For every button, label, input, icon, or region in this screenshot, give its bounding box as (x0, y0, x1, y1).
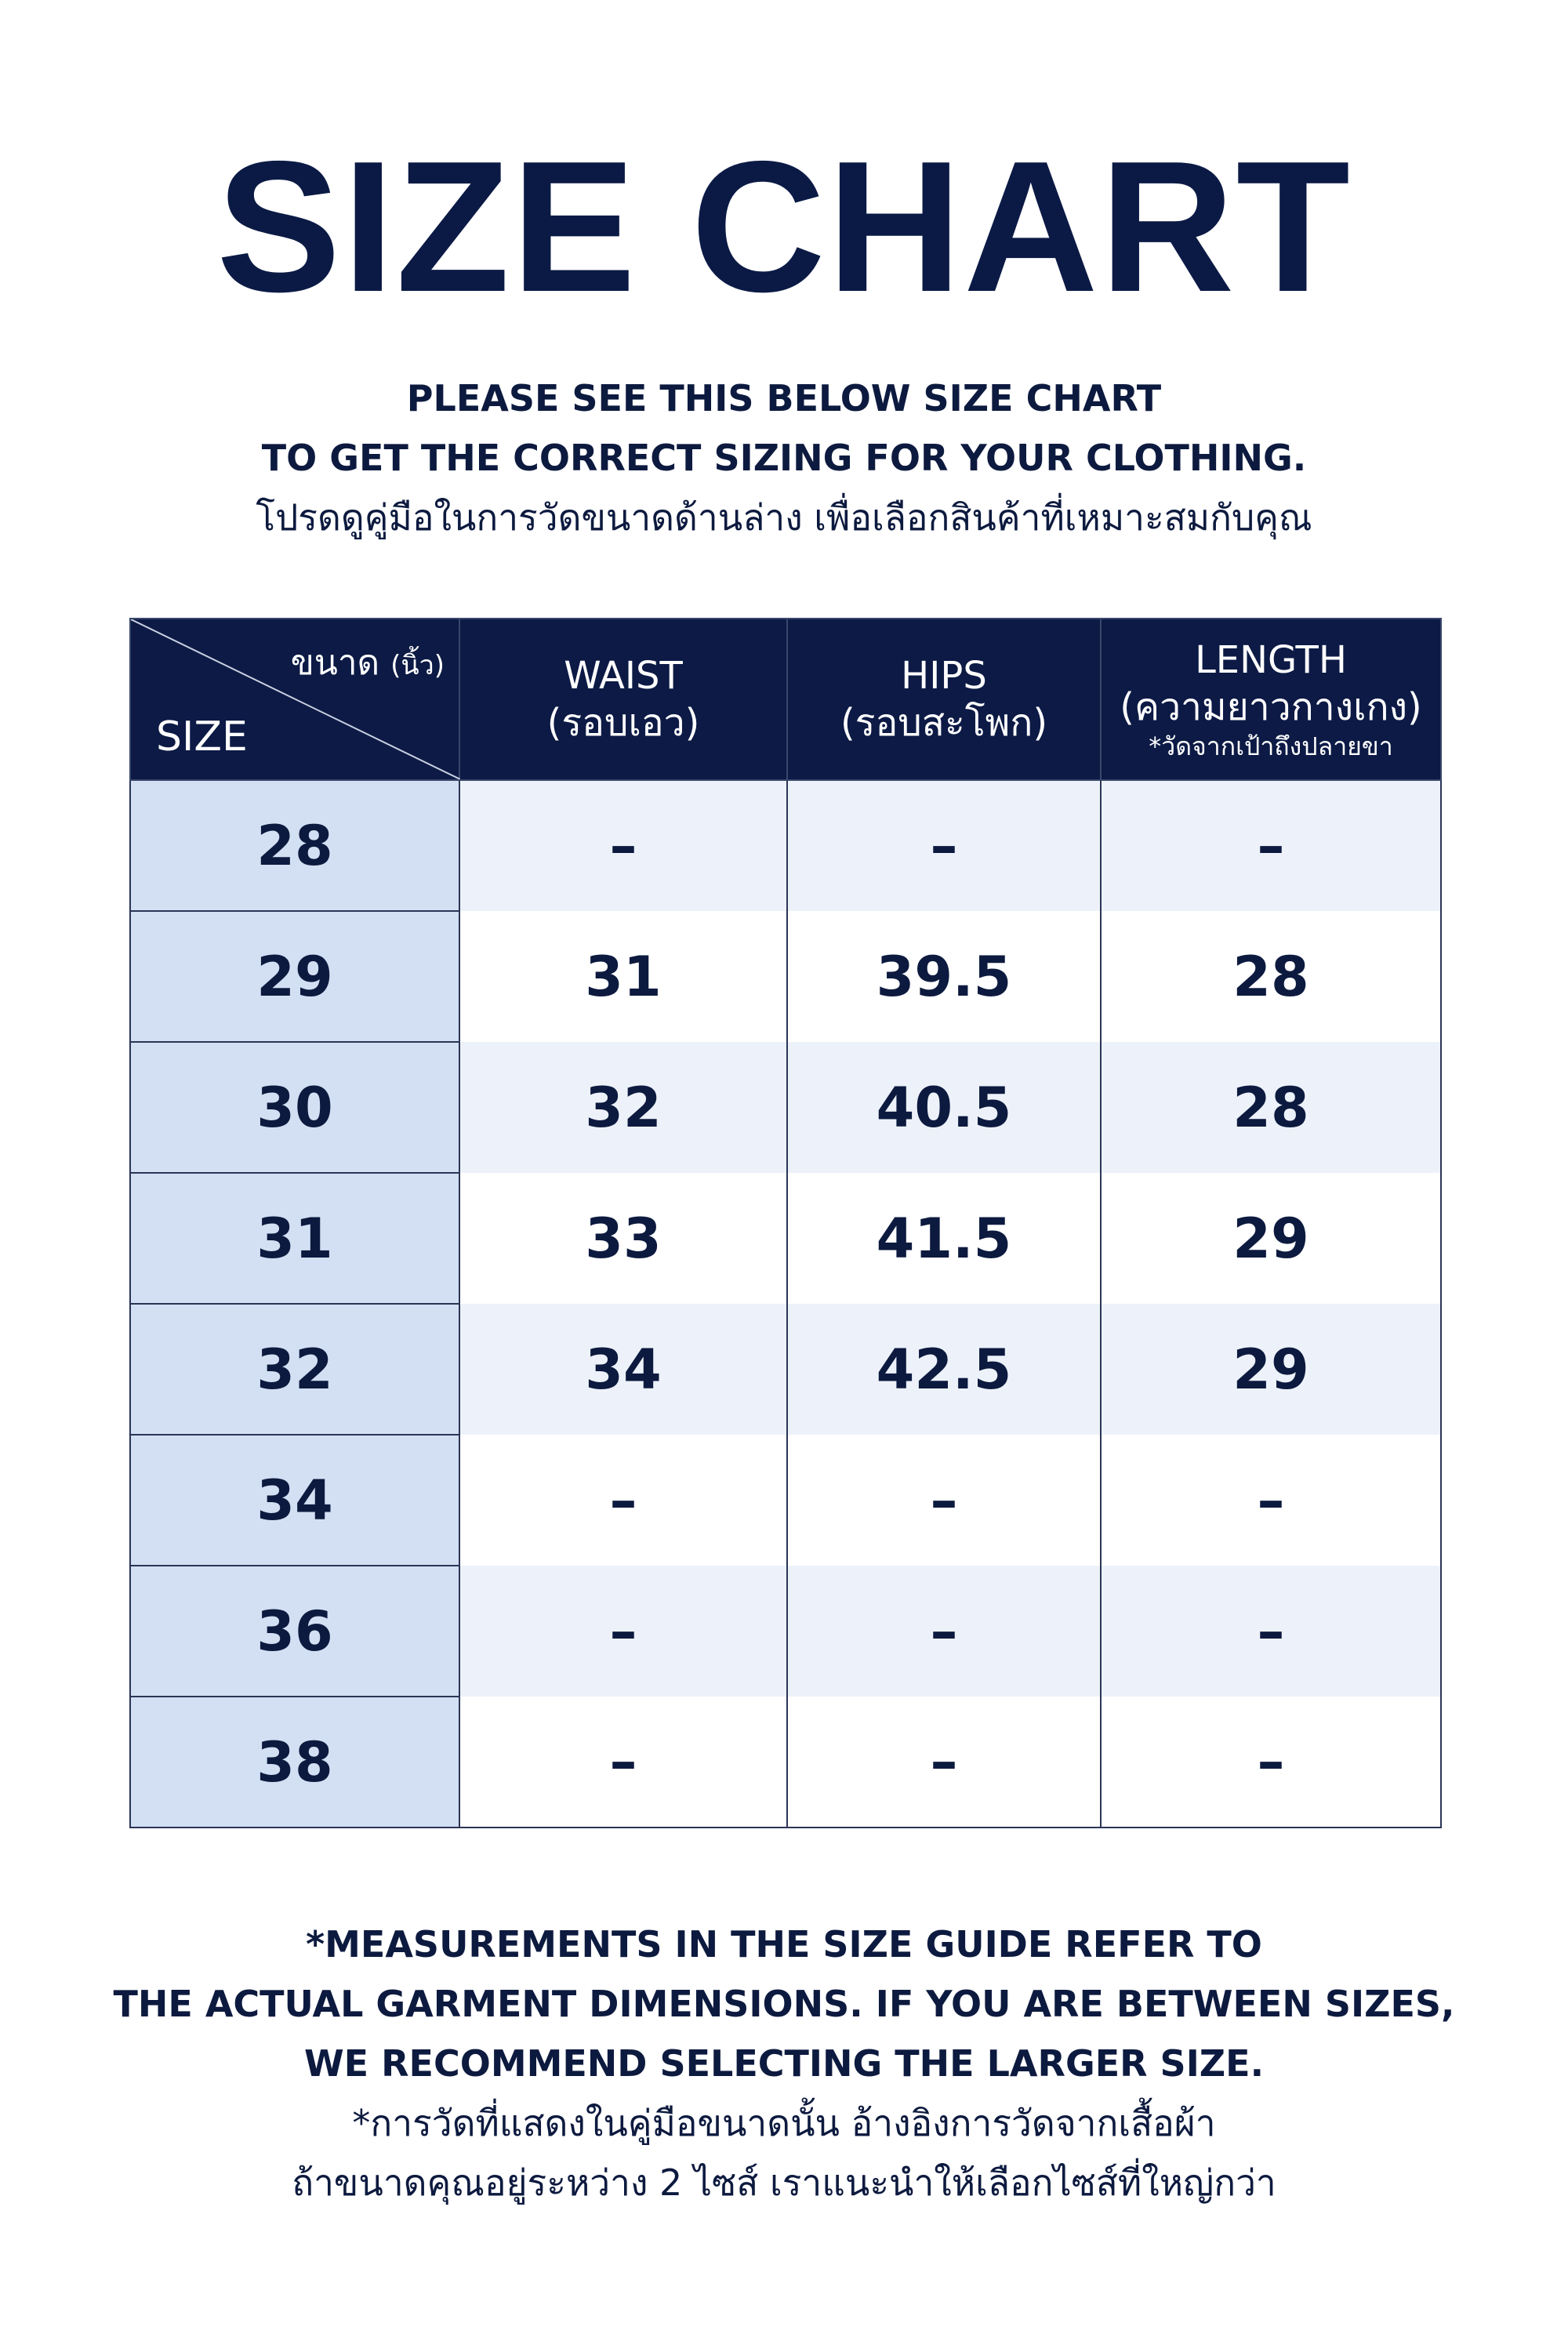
corner-header-cell (130, 619, 459, 780)
hips-cell: 41.5 (787, 1173, 1101, 1304)
length-cell: 29 (1101, 1304, 1441, 1435)
intro-line-thai: โปรดดูคู่มือในการวัดขนาดด้านล่าง เพื่อเลือกสินค้าที่เหมาะสมกับคุณ (256, 496, 1312, 539)
length-cell: – (1101, 780, 1441, 911)
table-row (130, 1173, 1441, 1304)
size-label: SIZE (156, 713, 248, 760)
waist-cell: – (459, 780, 787, 911)
table-row (130, 1304, 1441, 1435)
size-cell: 29 (130, 911, 459, 1042)
footer-line-thai-1: *การวัดที่แสดงในคู่มือขนาดนั้น อ้างอิงการวัดจากเสื้อผ้า (352, 2102, 1216, 2144)
hips-cell: 39.5 (787, 911, 1101, 1042)
header-length-note: *วัดจากเป้าถึงปลายขา (1149, 731, 1393, 761)
header-hips-label: HIPS (901, 654, 987, 698)
dimension-label (291, 640, 445, 689)
footer-line-3: WE RECOMMEND SELECTING THE LARGER SIZE. (303, 2042, 1265, 2085)
hips-cell: – (787, 1566, 1101, 1697)
hips-cell: – (787, 1697, 1101, 1828)
header-waist-label: WAIST (564, 654, 683, 698)
header-length-label: LENGTH (1195, 638, 1347, 682)
header-waist (459, 619, 787, 780)
header-waist-sub: (รอบเอว) (546, 701, 700, 745)
size-cell: 30 (130, 1042, 459, 1173)
table-row (130, 911, 1441, 1042)
length-cell: 28 (1101, 911, 1441, 1042)
header-length (1101, 619, 1441, 780)
intro-line-1: PLEASE SEE THIS BELOW SIZE CHART (406, 377, 1162, 419)
waist-cell: 34 (459, 1304, 787, 1435)
footer-notes (0, 1915, 1568, 2212)
size-cell: 31 (130, 1173, 459, 1304)
size-cell: 28 (130, 780, 459, 911)
unit-text: (นิ้ว) (390, 650, 445, 681)
length-cell: – (1101, 1435, 1441, 1566)
table-row (130, 780, 1441, 911)
table-header-row (130, 619, 1441, 780)
footer-line-thai-2: ถ้าขนาดคุณอยู่ระหว่าง 2 ไซส์ เราแนะนำให้เลือกไซส์ที่ใหญ่กว่า (292, 2161, 1276, 2204)
hips-cell: – (787, 1435, 1101, 1566)
intro-text (0, 368, 1568, 547)
header-length-sub: (ความยาวกางเกง) (1120, 685, 1422, 729)
header-hips-sub: (รอบสะโพก) (840, 701, 1048, 745)
size-cell: 34 (130, 1435, 459, 1566)
waist-cell: – (459, 1697, 787, 1828)
waist-cell: – (459, 1435, 787, 1566)
size-chart-table (129, 618, 1442, 1828)
hips-cell: – (787, 780, 1101, 911)
table-row (130, 1697, 1441, 1828)
length-cell: 29 (1101, 1173, 1441, 1304)
size-cell: 36 (130, 1566, 459, 1697)
waist-cell: 32 (459, 1042, 787, 1173)
waist-cell: – (459, 1566, 787, 1697)
length-cell: 28 (1101, 1042, 1441, 1173)
waist-cell: 33 (459, 1173, 787, 1304)
table-row (130, 1435, 1441, 1566)
hips-cell: 40.5 (787, 1042, 1101, 1173)
footer-line-1: *MEASUREMENTS IN THE SIZE GUIDE REFER TO (306, 1923, 1262, 1965)
table-row (130, 1566, 1441, 1697)
intro-line-2: TO GET THE CORRECT SIZING FOR YOUR CLOTHING. (261, 437, 1307, 479)
page-title: SIZE CHART (216, 123, 1352, 331)
size-cell: 38 (130, 1697, 459, 1828)
length-cell: – (1101, 1566, 1441, 1697)
table-row (130, 1042, 1441, 1173)
size-cell: 32 (130, 1304, 459, 1435)
waist-cell: 31 (459, 911, 787, 1042)
footer-line-2: THE ACTUAL GARMENT DIMENSIONS. IF YOU ARE BETWEEN SIZES, (113, 1983, 1455, 2025)
hips-cell: 42.5 (787, 1304, 1101, 1435)
header-hips (787, 619, 1101, 780)
dimension-text: ขนาด (290, 643, 380, 683)
length-cell: – (1101, 1697, 1441, 1828)
